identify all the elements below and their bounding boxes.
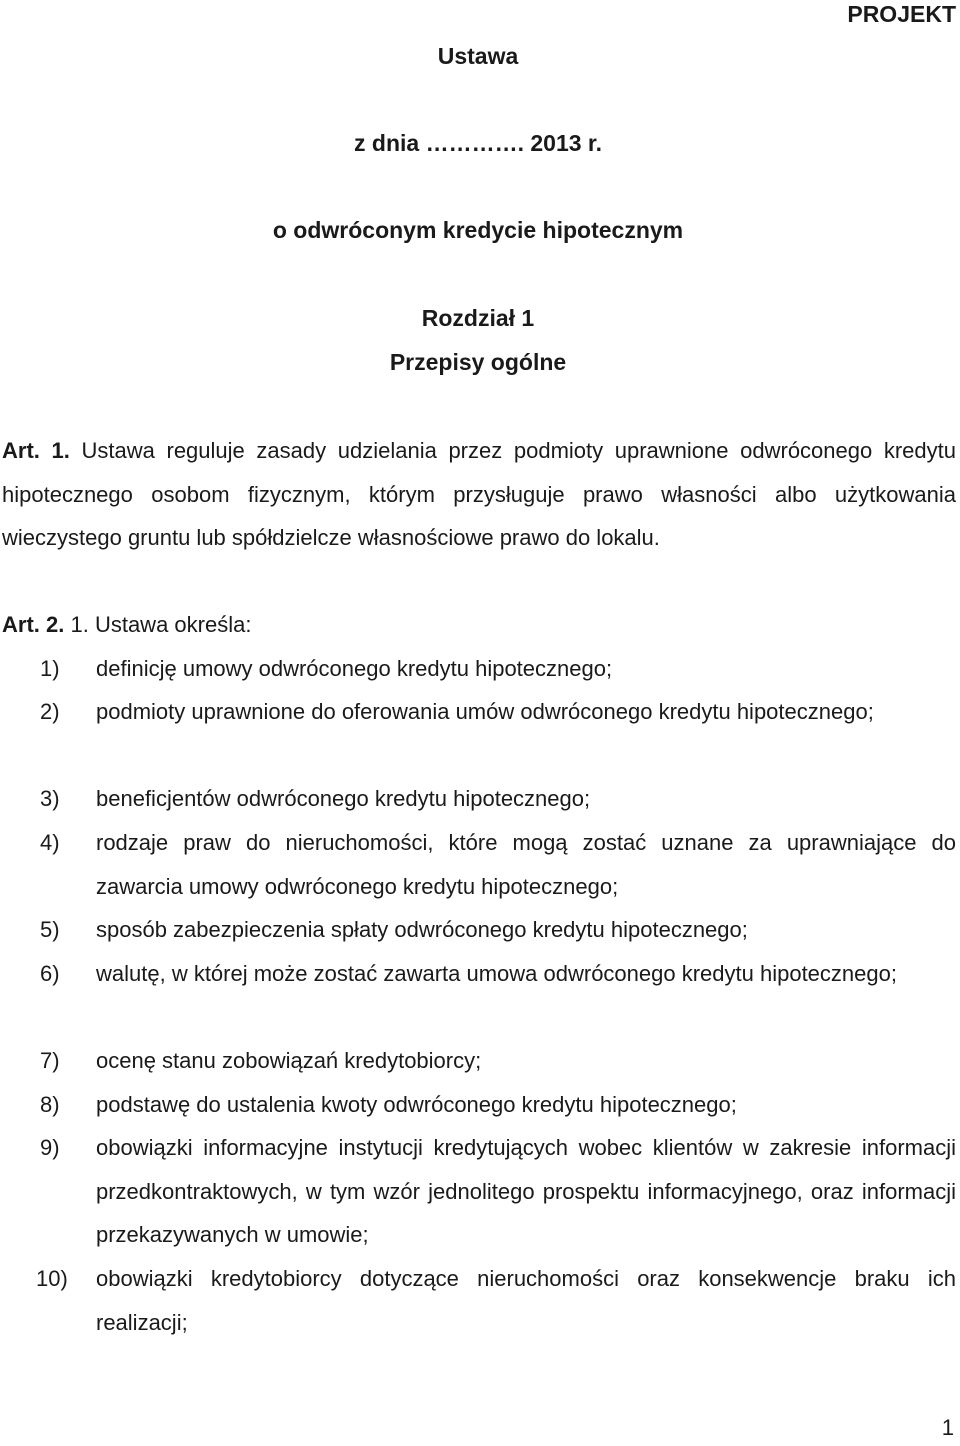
projekt-stamp: PROJEKT (847, 1, 956, 27)
list-item-text: rodzaje praw do nieruchomości, które mogą zostać uznane za uprawniające do zawarcia umowy odwróconego kredytu hipotecznego; (96, 830, 956, 899)
list-item-text: podstawę do ustalenia kwoty odwróconego kredytu hipotecznego; (96, 1092, 737, 1117)
list-item-number: 4) (40, 830, 60, 855)
list-item-text: obowiązki informacyjne instytucji kredytujących wobec klientów w zakresie informacji przedkontraktowych, w tym wzór jednolitego prospektu informacyjnego, oraz informacji przekazywanych w umowie; (96, 1135, 956, 1247)
article-1-label: Art. 1. (2, 438, 70, 463)
list-item-text: definicję umowy odwróconego kredytu hipotecznego; (96, 656, 613, 681)
list-item-text: podmioty uprawnione do oferowania umów odwróconego kredytu hipotecznego; (96, 699, 874, 724)
list-item-text: ocenę stanu zobowiązań kredytobiorcy; (96, 1048, 482, 1073)
page-number: 1 (941, 1415, 954, 1440)
list-item-number: 7) (40, 1048, 60, 1073)
act-subject: o odwróconym kredycie hipotecznym (272, 217, 684, 243)
list-item-number: 9) (40, 1135, 60, 1160)
list-item-text: sposób zabezpieczenia spłaty odwróconego kredytu hipotecznego; (96, 917, 748, 942)
list-item-number: 10) (36, 1266, 68, 1291)
chapter-number: Rozdział 1 (421, 305, 535, 331)
act-title: Ustawa (437, 43, 519, 69)
list-item-text: walutę, w której może zostać zawarta umowa odwróconego kredytu hipotecznego; (96, 961, 897, 986)
list-item-number: 5) (40, 917, 60, 942)
list-item-number: 1) (40, 656, 60, 681)
list-item-number: 3) (40, 786, 60, 811)
list-item-number: 6) (40, 961, 60, 986)
article-2-label: Art. 2. (2, 612, 65, 637)
article-2-intro-text: 1. Ustawa określa: (70, 612, 252, 637)
article-1 (2, 429, 956, 560)
list-item-text: obowiązki kredytobiorcy dotyczące nieruchomości oraz konsekwencje braku ich realizacji; (96, 1266, 956, 1335)
list-item-number: 8) (40, 1092, 60, 1117)
list-item-number: 2) (40, 699, 60, 724)
article-2-intro (2, 603, 956, 647)
article-1-text: Ustawa reguluje zasady udzielania przez podmioty uprawnione odwróconego kredytu hipotecznego osobom fizycznym, którym przysługuje prawo własności albo użytkowania wieczystego gruntu lub spółdzielcze własnościowe prawo do lokalu. (2, 438, 956, 550)
chapter-title: Przepisy ogólne (389, 349, 567, 375)
act-date: z dnia …………. 2013 r. (354, 130, 602, 156)
list-item-text: beneficjentów odwróconego kredytu hipotecznego; (96, 786, 591, 811)
